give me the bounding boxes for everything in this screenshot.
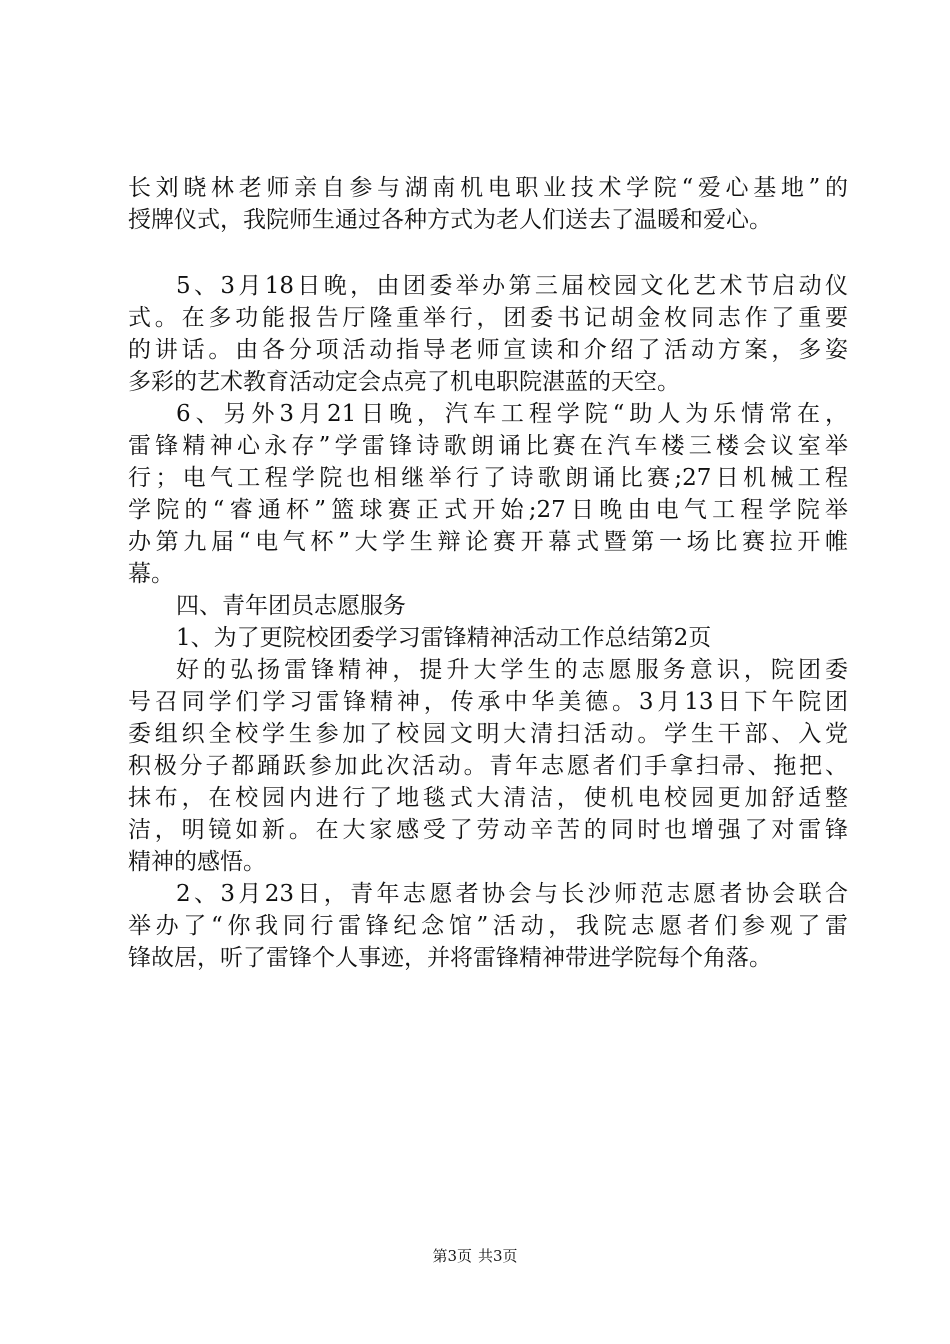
text-line: 洁，明镜如新。在大家感受了劳动辛苦的同时也增强了对雷锋 <box>128 817 848 843</box>
text-line: 幕。 <box>128 561 174 587</box>
text-line: 长刘晓林老师亲自参与湖南机电职业技术学院“爱心基地”的 <box>128 175 848 201</box>
text-line: 举办了“你我同行雷锋纪念馆”活动，我院志愿者们参观了雷 <box>128 913 848 939</box>
text-line: 6、另外3月21日晚，汽车工程学院“助人为乐情常在， <box>176 401 848 427</box>
paragraph-2 <box>128 270 848 398</box>
text-line: 委组织全校学生参加了校园文明大清扫活动。学生干部、入党 <box>128 721 848 747</box>
text-line: 的讲话。由各分项活动指导老师宣读和介绍了活动方案，多姿 <box>128 337 848 363</box>
text-line: 锋故居，听了雷锋个人事迹，并将雷锋精神带进学院每个角落。 <box>128 945 772 971</box>
text-line: 积极分子都踊跃参加此次活动。青年志愿者们手拿扫帚、拖把、 <box>128 753 848 779</box>
text-line: 号召同学们学习雷锋精神，传承中华美德。3月13日下午院团 <box>128 689 848 715</box>
text-line: 学院的“睿通杯”篮球赛正式开始;27日晚由电气工程学院举 <box>128 497 848 523</box>
paragraph-5 <box>128 878 848 974</box>
text-line: 2、3月23日，青年志愿者协会与长沙师范志愿者协会联合 <box>176 881 848 907</box>
paragraph-3 <box>128 398 848 590</box>
page-footer <box>0 1246 950 1266</box>
paragraph-4 <box>128 654 848 878</box>
text-line: 雷锋精神心永存”学雷锋诗歌朗诵比赛在汽车楼三楼会议室举 <box>128 433 848 459</box>
text-line: 行；电气工程学院也相继举行了诗歌朗诵比赛;27日机械工程 <box>128 465 848 491</box>
page-number: 第3页 <box>432 1247 472 1265</box>
text-line: 授牌仪式，我院师生通过各种方式为老人们送去了温暖和爱心。 <box>128 207 772 233</box>
text-line: 多彩的艺术教育活动定会点亮了机电职院湛蓝的天空。 <box>128 369 680 395</box>
paragraph-gap <box>128 236 848 270</box>
section-heading: 四、青年团员志愿服务 <box>176 593 406 619</box>
text-line: 式。在多功能报告厅隆重举行，团委书记胡金枚同志作了重要 <box>128 305 848 331</box>
item-title: 1、为了更院校团委学习雷锋精神活动工作总结第2页 <box>176 625 712 651</box>
text-line: 精神的感悟。 <box>128 849 266 875</box>
document-body <box>128 172 848 974</box>
text-line: 好的弘扬雷锋精神，提升大学生的志愿服务意识，院团委 <box>176 657 848 683</box>
text-line: 5、3月18日晚，由团委举办第三届校园文化艺术节启动仪 <box>176 273 848 299</box>
paragraph-1 <box>128 172 848 236</box>
text-line: 抹布，在校园内进行了地毯式大清洁，使机电校园更加舒适整 <box>128 785 848 811</box>
text-line: 办第九届“电气杯”大学生辩论赛开幕式暨第一场比赛拉开帷 <box>128 529 848 555</box>
page-total: 共3页 <box>478 1247 518 1265</box>
